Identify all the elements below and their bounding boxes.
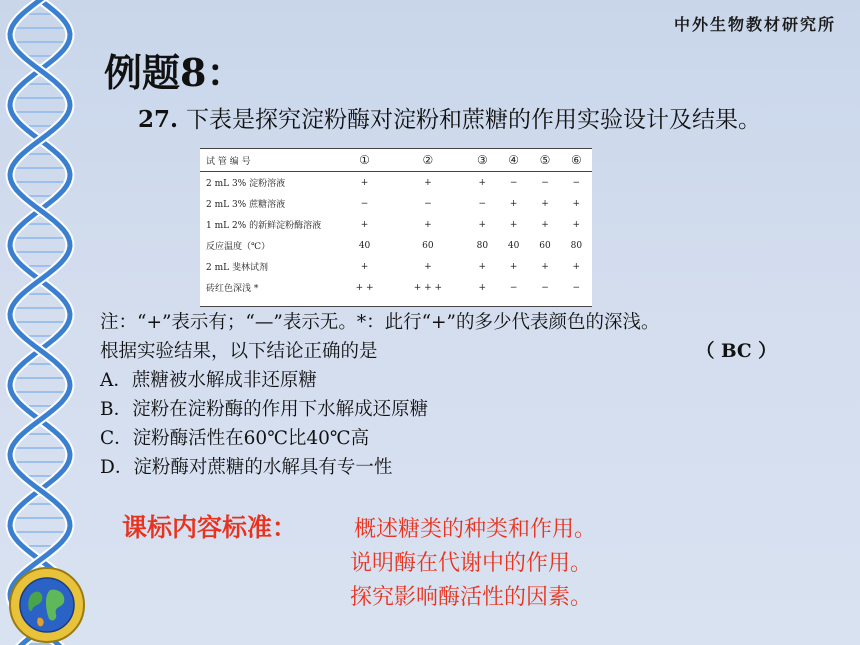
option-b: B．淀粉在淀粉酶的作用下水解成还原糖 (100, 399, 429, 420)
table-row (200, 256, 592, 277)
note-block (100, 308, 850, 482)
table-body (200, 172, 592, 299)
table-cell: + (424, 219, 432, 230)
table-cell: − (541, 177, 549, 188)
table-cell: + (509, 219, 518, 230)
table-cell: + (572, 261, 581, 272)
standard-item: 说明酶在代谢中的作用。 (350, 551, 593, 576)
option-a: A．蔗糖被水解成非还原糖 (100, 370, 317, 391)
table-cell: + (572, 198, 581, 209)
table-cell: − (478, 198, 487, 209)
table-row (200, 235, 592, 256)
table-cell: + (478, 282, 487, 293)
tube-id: ③ (467, 149, 498, 172)
table-cell: 80 (476, 240, 489, 251)
table-cell: − (572, 177, 581, 188)
slide-title: 例题8： (104, 50, 245, 95)
table-row (200, 193, 592, 214)
answer-text: （ BC ） (696, 341, 777, 362)
table-cell: + (360, 177, 369, 188)
table-cell: + (541, 219, 549, 230)
table-header-row (200, 149, 592, 172)
table-cell: + (541, 198, 549, 209)
table-cell: + (360, 261, 369, 272)
table-cell: + + + (413, 282, 443, 293)
tube-id: ② (389, 149, 467, 172)
note-line: 注：“+”表示有；“—”表示无。*：此行“+”的多少代表颜色的深浅。 (100, 312, 660, 333)
experiment-table (200, 148, 592, 307)
table-cell: 60 (422, 240, 434, 251)
table-cell: + + (355, 282, 374, 293)
table-cell: − (360, 198, 369, 209)
table-cell: 40 (507, 240, 520, 251)
institute-name: 中外生物教材研究所 (673, 15, 836, 34)
table-row (200, 172, 592, 194)
tube-id: ① (340, 149, 389, 172)
table-cell: − (424, 198, 432, 209)
table-cell: 80 (570, 240, 583, 251)
standard-label: 课标内容标准： (122, 513, 298, 542)
tube-id: ④ (498, 149, 529, 172)
option-c: C．淀粉酶活性在60℃比40℃高 (100, 428, 370, 449)
header-label: 试 管 编 号 (200, 149, 340, 172)
table-cell: + (509, 198, 518, 209)
prompt-text: 根据实验结果，以下结论正确的是 (100, 341, 378, 362)
row-label: 1 mL 2% 的新鲜淀粉酶溶液 (206, 221, 322, 231)
row-label: 2 mL 3% 淀粉溶液 (206, 179, 286, 189)
row-label: 2 mL 3% 蔗糖溶液 (206, 200, 286, 210)
tube-id: ⑥ (561, 149, 592, 172)
table-row (200, 214, 592, 235)
question-text (76, 103, 816, 137)
table-cell: − (509, 282, 518, 293)
table-cell: + (360, 219, 369, 230)
table-cell: + (424, 177, 432, 188)
row-label: 2 mL 斐林试剂 (206, 263, 268, 273)
row-label: 砖红色深浅 * (206, 284, 259, 294)
table-cell: + (541, 261, 549, 272)
table-cell: + (424, 261, 432, 272)
table-cell: − (509, 177, 518, 188)
table-cell: − (572, 282, 581, 293)
standard-item: 探究影响酶活性的因素。 (350, 585, 593, 610)
row-label: 反应温度（℃） (206, 242, 271, 252)
option-d: D．淀粉酶对蔗糖的水解具有专一性 (100, 457, 393, 478)
table-cell: + (572, 219, 581, 230)
prompt-line (100, 337, 850, 366)
standard-item: 概述糖类的种类和作用。 (354, 517, 597, 542)
tube-id: ⑤ (529, 149, 560, 172)
globe-logo-icon (8, 566, 86, 644)
question-body: 下表是探究淀粉酶对淀粉和蔗糖的作用实验设计及结果。 (186, 107, 762, 133)
table-cell: + (478, 261, 487, 272)
dna-helix-decoration (0, 0, 88, 645)
table-cell: 60 (539, 240, 551, 251)
table-cell: + (478, 177, 487, 188)
table-cell: + (478, 219, 487, 230)
table-cell: − (541, 282, 549, 293)
table-cell: + (509, 261, 518, 272)
question-number: 27. (138, 106, 179, 133)
table-cell: 40 (358, 240, 371, 251)
table-row (200, 277, 592, 298)
